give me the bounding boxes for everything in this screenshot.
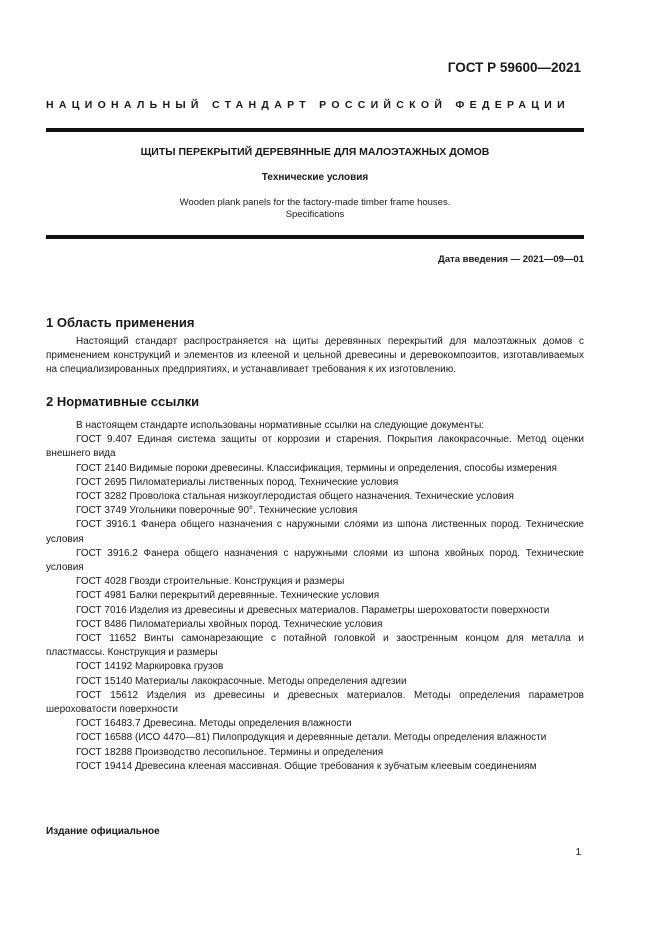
references-intro: В настоящем стандарте использованы нормативные ссылки на следующие документы: (76, 420, 485, 431)
reference-item: ГОСТ 2140 Видимые пороки древесины. Классификация, термины и определения, способы измерения (76, 462, 557, 474)
gost-number: ГОСТ Р 59600—2021 (447, 60, 581, 75)
section-2-heading: 2 Нормативные ссылки (46, 394, 200, 409)
reference-item: ГОСТ 3916.1 Фанера общего назначения с наружными слоями из шпона лиственных пород. Технические условия (46, 519, 584, 545)
reference-item: ГОСТ 15140 Материалы лакокрасочные. Методы определения адгезии (76, 675, 407, 687)
reference-item: ГОСТ 11652 Винты самонарезающие с потайной головкой и заостренным концом для металла и пластмассы. Конструкция и размеры (46, 633, 584, 659)
introduction-date: Дата введения — 2021—09—01 (438, 254, 584, 265)
national-standard-banner: НАЦИОНАЛЬНЫЙ СТАНДАРТ РОССИЙСКОЙ ФЕДЕРАЦИИ (46, 99, 570, 111)
bottom-divider (46, 235, 584, 239)
reference-item: ГОСТ 14192 Маркировка грузов (76, 661, 224, 673)
section-1-heading: 1 Область применения (46, 315, 195, 330)
english-title (46, 197, 584, 220)
normative-references-list (46, 419, 584, 774)
official-edition-label: Издание официальное (46, 826, 160, 837)
reference-item: ГОСТ 3749 Угольники поверочные 90°. Технические условия (76, 505, 358, 517)
document-subtitle: Технические условия (261, 172, 369, 183)
document-title: ЩИТЫ ПЕРЕКРЫТИЙ ДЕРЕВЯННЫЕ ДЛЯ МАЛОЭТАЖНЫХ ДОМОВ (140, 146, 490, 158)
reference-item: ГОСТ 3916.2 Фанера общего назначения с наружными слоями из шпона хвойных пород. Технические условия (46, 547, 584, 574)
reference-item: ГОСТ 16588 (ИСО 4470—81) Пилопродукция и деревянные детали. Методы определения влажности (76, 732, 547, 744)
reference-item: ГОСТ 7016 Изделия из древесины и древесных материалов. Параметры шероховатости поверхности (76, 604, 550, 616)
top-divider (46, 128, 584, 132)
reference-item: ГОСТ 19414 Древесина клееная массивная. Общие требования к зубчатым клеевым соединениям (76, 760, 537, 772)
english-title-line-1: Wooden plank panels for the factory-made timber frame houses. (179, 197, 451, 208)
english-title-line-2: Specifications (285, 208, 345, 220)
reference-item: ГОСТ 15612 Изделия из древесины и древесных материалов. Методы определения параметров шероховатости поверхности (46, 689, 584, 716)
reference-item: ГОСТ 8486 Пиломатериалы хвойных пород. Технические условия (76, 618, 383, 630)
reference-item: ГОСТ 16483.7 Древесина. Методы определения влажности (76, 718, 352, 730)
page-number: 1 (575, 847, 581, 858)
reference-item: ГОСТ 4981 Балки перекрытий деревянные. Технические условия (76, 590, 380, 602)
reference-item: ГОСТ 9.407 Единая система защиты от коррозии и старения. Покрытия лакокрасочные. Метод оценки внешнего вида (46, 434, 584, 460)
reference-item: ГОСТ 2695 Пиломатериалы лиственных пород. Технические условия (76, 476, 399, 488)
reference-item: ГОСТ 18288 Производство лесопильное. Термины и определения (76, 746, 384, 758)
reference-item: ГОСТ 4028 Гвозди строительные. Конструкция и размеры (76, 576, 345, 588)
reference-item: ГОСТ 3282 Проволока стальная низкоуглеродистая общего назначения. Технические условия (76, 491, 514, 503)
section-1-text (46, 335, 584, 378)
section-1-paragraph: Настоящий стандарт распространяется на щиты деревянных перекрытий для малоэтажных домов с применением конструкций и элементов из клееной и цельной древесины и деревокомпозитов, изготавливаемых на специализированных предприятиях, и устанавливает требования к их изготовлению. (46, 336, 584, 376)
